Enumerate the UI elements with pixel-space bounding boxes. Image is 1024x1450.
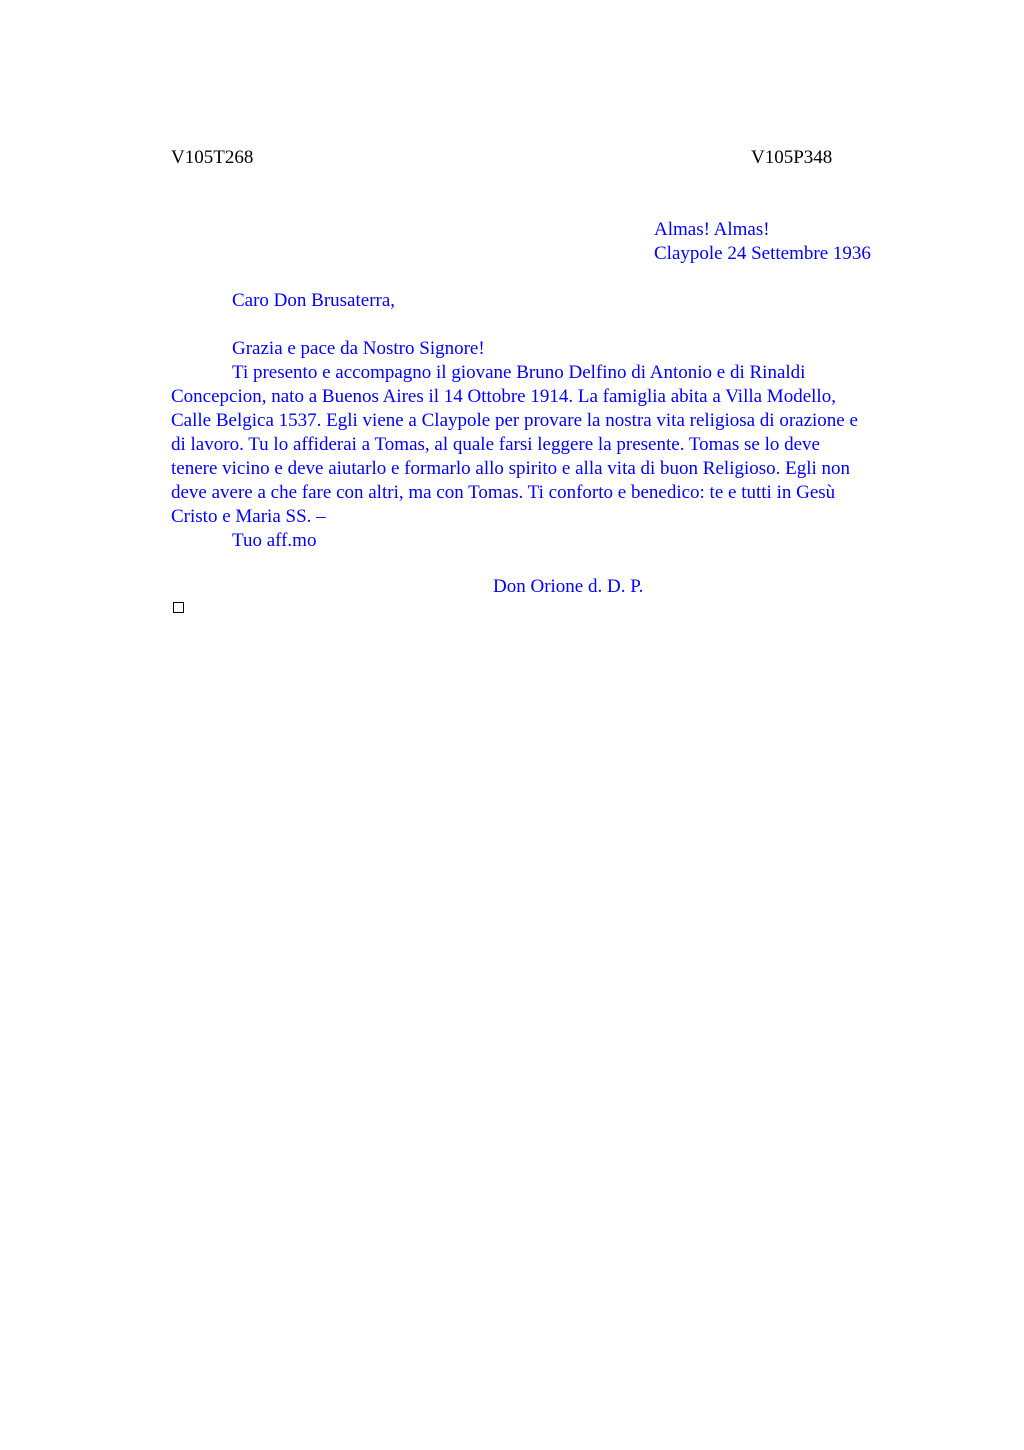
letter-body [171,289,921,553]
checkbox-square-icon [173,602,184,613]
body-line: tenere vicino e deve aiutarlo e formarlo allo spirito e alla vita di buon Religioso. Egli non [171,458,851,479]
body-line: Ti presento e accompagno il giovane Bruno Delfino di Antonio e di Rinaldi [232,362,806,383]
closing: Tuo aff.mo [232,530,317,551]
body-line: Calle Belgica 1537. Egli viene a Claypole per provare la nostra vita religiosa di orazione e [171,410,858,431]
body-line: deve avere a che fare con altri, ma con Tomas. Ti conforto e benedico: te e tutti in Gesù [171,482,836,503]
body-line: di lavoro. Tu lo affiderai a Tomas, al quale farsi leggere la presente. Tomas se lo deve [171,434,820,455]
header-place-date: Claypole 24 Settembre 1936 [654,243,871,264]
greeting: Grazia e pace da Nostro Signore! [232,338,485,359]
salutation: Caro Don Brusaterra, [232,290,396,311]
header-exclamation: Almas! Almas! [654,219,770,240]
reference-code-right: V105P348 [751,147,833,168]
signature: Don Orione d. D. P. [493,576,644,597]
reference-code-left: V105T268 [171,147,254,168]
body-line: Concepcion, nato a Buenos Aires il 14 Ottobre 1914. La famiglia abita a Villa Modello, [171,386,836,407]
body-line: Cristo e Maria SS. – [171,506,326,527]
letter-header [654,218,871,266]
